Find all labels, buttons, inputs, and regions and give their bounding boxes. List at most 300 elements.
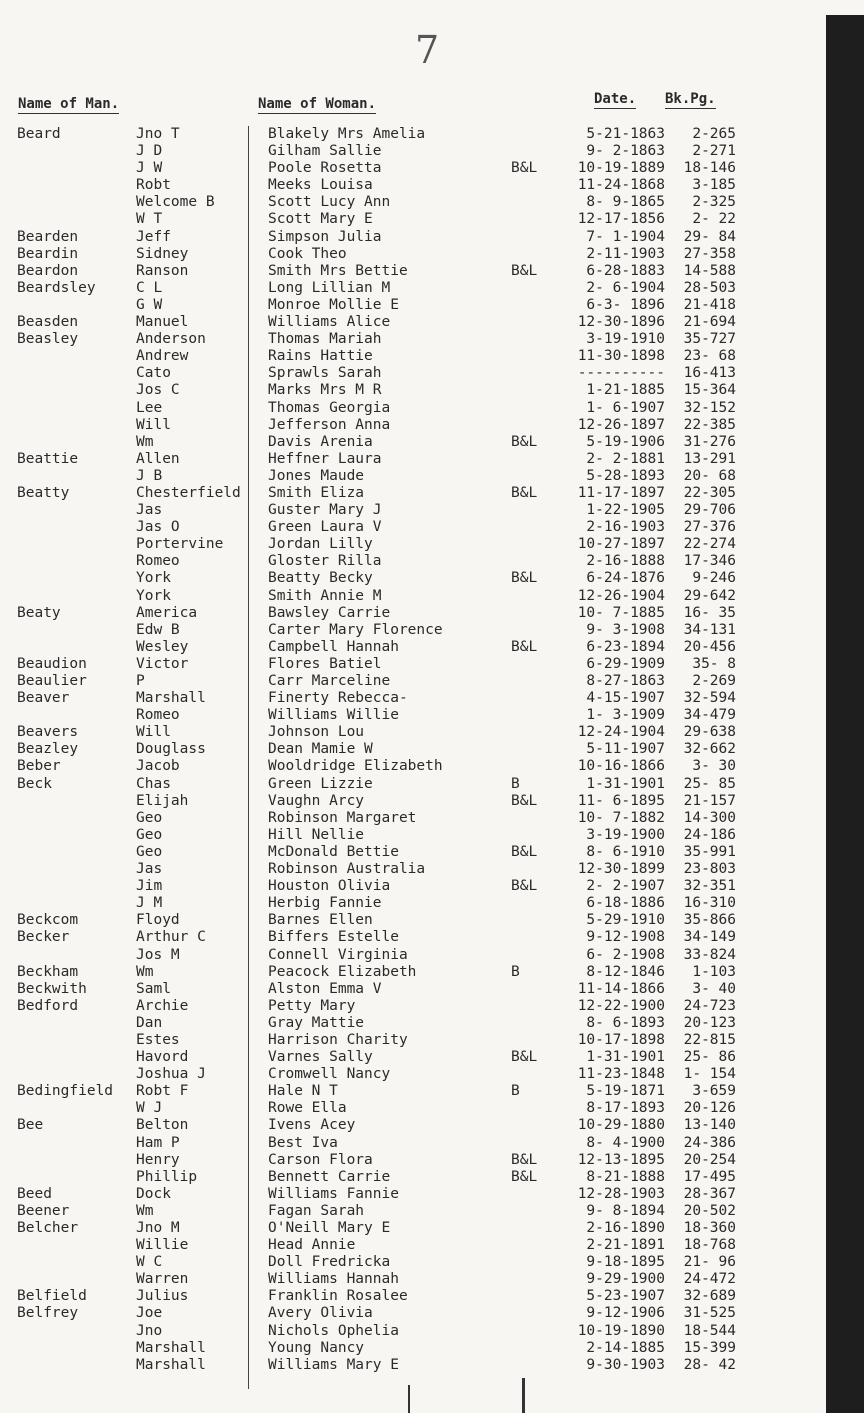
book-page: 2-265 bbox=[692, 126, 736, 142]
marriage-date: 1-31-1901 bbox=[586, 775, 665, 792]
woman-name: Gilham Sallie bbox=[268, 143, 382, 160]
woman-name: Smith Mrs Bettie bbox=[268, 262, 408, 279]
man-given-name: Robt bbox=[136, 177, 171, 194]
marriage-date: 6-3- 1896 bbox=[586, 296, 665, 313]
man-given-name: G W bbox=[136, 296, 163, 313]
man-surname: Belfrey bbox=[17, 1305, 79, 1322]
man-given-name: Wm bbox=[136, 963, 154, 980]
marriage-date: 11-30-1898 bbox=[577, 348, 665, 365]
record-row bbox=[0, 690, 826, 707]
man-surname: Beaudion bbox=[17, 655, 87, 672]
woman-name: Biffers Estelle bbox=[268, 929, 399, 946]
man-given-name: Jas bbox=[136, 861, 163, 878]
record-note: B bbox=[511, 963, 520, 980]
record-row bbox=[0, 417, 826, 434]
man-surname: Beasden bbox=[17, 314, 79, 331]
book-page: 25- 85 bbox=[683, 775, 736, 792]
woman-name: Petty Mary bbox=[268, 997, 356, 1014]
marriage-date: 12-26-1904 bbox=[577, 587, 665, 604]
man-given-name: Jas O bbox=[136, 519, 180, 536]
man-surname: Beckcom bbox=[17, 912, 79, 929]
marriage-date: 12-22-1900 bbox=[577, 997, 665, 1014]
book-page: 14-300 bbox=[683, 809, 736, 826]
marriage-date: 1-21-1885 bbox=[586, 382, 665, 399]
record-row bbox=[0, 451, 826, 468]
man-given-name: Henry bbox=[136, 1151, 180, 1168]
man-given-name: J W bbox=[136, 160, 163, 177]
man-given-name: W J bbox=[136, 1100, 163, 1117]
book-page: 35-727 bbox=[683, 331, 736, 348]
record-row bbox=[0, 553, 826, 570]
record-row bbox=[0, 1357, 826, 1374]
book-page: 20- 68 bbox=[683, 467, 736, 484]
marriage-date: 1- 6-1907 bbox=[586, 399, 665, 416]
woman-name: Beatty Becky bbox=[268, 570, 373, 587]
woman-name: Williams Fannie bbox=[268, 1185, 399, 1202]
record-row bbox=[0, 1117, 826, 1134]
marriage-date: 2-11-1903 bbox=[586, 245, 665, 262]
woman-name: Carter Mary Florence bbox=[268, 621, 443, 638]
woman-name: Johnson Lou bbox=[268, 724, 365, 741]
man-given-name: J M bbox=[136, 895, 163, 912]
woman-name: Cook Theo bbox=[268, 245, 347, 262]
book-page: 32-689 bbox=[683, 1288, 736, 1305]
woman-name: Bawsley Carrie bbox=[268, 604, 391, 621]
record-row bbox=[0, 1340, 826, 1357]
marriage-date: 6-24-1876 bbox=[586, 570, 665, 587]
record-row bbox=[0, 468, 826, 485]
man-given-name: Chas bbox=[136, 775, 171, 792]
man-given-name: W T bbox=[136, 211, 163, 228]
book-page: 35-866 bbox=[683, 912, 736, 929]
book-page: 21-694 bbox=[683, 314, 736, 331]
record-note: B&L bbox=[511, 160, 538, 177]
woman-name: Hale N T bbox=[268, 1083, 338, 1100]
record-row bbox=[0, 177, 826, 194]
marriage-date: 5-21-1863 bbox=[586, 126, 665, 142]
woman-name: Smith Eliza bbox=[268, 484, 365, 501]
book-page: 1- 154 bbox=[683, 1066, 736, 1083]
book-page: 2-269 bbox=[692, 673, 736, 689]
book-page: 29-642 bbox=[683, 587, 736, 604]
woman-name: Jones Maude bbox=[268, 467, 365, 484]
man-given-name: Geo bbox=[136, 809, 163, 826]
marriage-date: 10-29-1880 bbox=[577, 1117, 665, 1134]
record-row bbox=[0, 1305, 826, 1322]
record-row bbox=[0, 912, 826, 929]
record-row bbox=[0, 776, 826, 793]
record-row bbox=[0, 1100, 826, 1117]
woman-name: Simpson Julia bbox=[268, 228, 382, 245]
book-page: 32-662 bbox=[683, 741, 736, 758]
man-given-name: Willie bbox=[136, 1237, 189, 1254]
woman-name: Herbig Fannie bbox=[268, 895, 382, 912]
man-surname: Beazley bbox=[17, 741, 79, 758]
record-note: B&L bbox=[511, 1151, 538, 1168]
woman-name: Varnes Sally bbox=[268, 1049, 373, 1066]
marriage-date: 11-14-1866 bbox=[577, 980, 665, 997]
marriage-date: 2-16-1890 bbox=[586, 1220, 665, 1236]
book-page: 18-768 bbox=[683, 1237, 736, 1254]
marriage-date: 2- 2-1907 bbox=[586, 878, 665, 895]
man-surname: Belcher bbox=[17, 1220, 79, 1236]
man-given-name: Joshua J bbox=[136, 1066, 206, 1083]
man-surname: Beed bbox=[17, 1185, 52, 1202]
man-given-name: Douglass bbox=[136, 741, 206, 758]
woman-name: Franklin Rosalee bbox=[268, 1288, 408, 1305]
book-page: 28- 42 bbox=[683, 1356, 736, 1373]
book-page: 13-291 bbox=[683, 450, 736, 467]
book-page: 17-346 bbox=[683, 553, 736, 570]
marriage-date: 5-29-1910 bbox=[586, 912, 665, 929]
record-row bbox=[0, 724, 826, 741]
man-surname: Bedingfield bbox=[17, 1083, 114, 1100]
man-given-name: Portervine bbox=[136, 536, 224, 553]
record-row bbox=[0, 211, 826, 228]
book-page: 32-351 bbox=[683, 878, 736, 895]
marriage-date: 1-31-1901 bbox=[586, 1049, 665, 1066]
book-page: 2-325 bbox=[692, 194, 736, 211]
marriage-date: 4-15-1907 bbox=[586, 690, 665, 707]
woman-name: Williams Willie bbox=[268, 707, 399, 724]
record-row bbox=[0, 194, 826, 211]
record-row bbox=[0, 502, 826, 519]
woman-name: Jefferson Anna bbox=[268, 416, 391, 433]
man-given-name: Robt F bbox=[136, 1083, 189, 1100]
book-page: 34-479 bbox=[683, 707, 736, 724]
man-given-name: Arthur C bbox=[136, 929, 206, 946]
marriage-date: 1- 3-1909 bbox=[586, 707, 665, 724]
marriage-date: 2-16-1903 bbox=[586, 519, 665, 536]
marriage-date: 6-29-1909 bbox=[586, 655, 665, 672]
man-given-name: Saml bbox=[136, 980, 171, 997]
record-row bbox=[0, 536, 826, 553]
marriage-date: 11-24-1868 bbox=[577, 177, 665, 194]
page-number: 7 bbox=[415, 28, 440, 72]
woman-name: Head Annie bbox=[268, 1237, 356, 1254]
book-page: 32-152 bbox=[683, 399, 736, 416]
woman-name: Williams Alice bbox=[268, 314, 391, 331]
book-page: 20-126 bbox=[683, 1100, 736, 1117]
book-page: 3-659 bbox=[692, 1083, 736, 1100]
marriage-date: 2-14-1885 bbox=[586, 1339, 665, 1356]
man-given-name: Jos M bbox=[136, 946, 180, 963]
man-surname: Beckham bbox=[17, 963, 79, 980]
man-surname: Beck bbox=[17, 775, 52, 792]
man-given-name: Belton bbox=[136, 1117, 189, 1134]
marriage-date: 9-29-1900 bbox=[586, 1271, 665, 1288]
book-page: 31-525 bbox=[683, 1305, 736, 1322]
marriage-date: 9-12-1906 bbox=[586, 1305, 665, 1322]
woman-name: Hill Nellie bbox=[268, 826, 365, 843]
woman-name: Robinson Margaret bbox=[268, 809, 417, 826]
man-surname: Beavers bbox=[17, 724, 79, 741]
record-row bbox=[0, 673, 826, 690]
book-page: 17-495 bbox=[683, 1168, 736, 1185]
man-given-name: Romeo bbox=[136, 553, 180, 570]
marriage-date: 8- 4-1900 bbox=[586, 1134, 665, 1151]
record-row bbox=[0, 570, 826, 587]
marriage-date: 8-12-1846 bbox=[586, 963, 665, 980]
woman-name: Sprawls Sarah bbox=[268, 365, 382, 382]
woman-name: Jordan Lilly bbox=[268, 536, 373, 553]
book-page: 3- 30 bbox=[692, 758, 736, 775]
man-surname: Beaulier bbox=[17, 673, 87, 689]
book-page: 29- 84 bbox=[683, 228, 736, 245]
record-row bbox=[0, 314, 826, 331]
record-row bbox=[0, 622, 826, 639]
man-surname: Beatty bbox=[17, 484, 70, 501]
woman-name: Vaughn Arcy bbox=[268, 792, 365, 809]
record-row bbox=[0, 1169, 826, 1186]
woman-name: Thomas Mariah bbox=[268, 331, 382, 348]
man-given-name: Marshall bbox=[136, 690, 206, 707]
woman-name: Heffner Laura bbox=[268, 450, 382, 467]
book-page: 22-305 bbox=[683, 484, 736, 501]
record-note: B&L bbox=[511, 433, 538, 450]
book-page: 21-157 bbox=[683, 792, 736, 809]
book-page: 15-364 bbox=[683, 382, 736, 399]
record-note: B&L bbox=[511, 570, 538, 587]
man-surname: Beattie bbox=[17, 450, 79, 467]
record-row bbox=[0, 246, 826, 263]
record-row bbox=[0, 1049, 826, 1066]
marriage-date: 9-12-1908 bbox=[586, 929, 665, 946]
man-surname: Belfield bbox=[17, 1288, 87, 1305]
record-row bbox=[0, 588, 826, 605]
record-note: B&L bbox=[511, 484, 538, 501]
man-given-name: Jno bbox=[136, 1322, 163, 1339]
book-page: 22-274 bbox=[683, 536, 736, 553]
marriage-date: 10-19-1889 bbox=[577, 160, 665, 177]
man-given-name: Floyd bbox=[136, 912, 180, 929]
man-given-name: America bbox=[136, 604, 198, 621]
book-page: 35-991 bbox=[683, 843, 736, 860]
man-given-name: Andrew bbox=[136, 348, 189, 365]
record-note: B&L bbox=[511, 1168, 538, 1185]
man-given-name: Edw B bbox=[136, 621, 180, 638]
record-row bbox=[0, 1254, 826, 1271]
woman-name: Peacock Elizabeth bbox=[268, 963, 417, 980]
woman-name: Carson Flora bbox=[268, 1151, 373, 1168]
woman-name: Alston Emma V bbox=[268, 980, 382, 997]
record-row bbox=[0, 758, 826, 775]
woman-name: Finerty Rebecca- bbox=[268, 690, 408, 707]
book-page: 15-399 bbox=[683, 1339, 736, 1356]
woman-name: Barnes Ellen bbox=[268, 912, 373, 929]
man-given-name: Ranson bbox=[136, 262, 189, 279]
woman-name: Cromwell Nancy bbox=[268, 1066, 391, 1083]
woman-name: Green Laura V bbox=[268, 519, 382, 536]
record-row bbox=[0, 844, 826, 861]
book-page: 16- 35 bbox=[683, 604, 736, 621]
book-page: 24-472 bbox=[683, 1271, 736, 1288]
book-page: 23-803 bbox=[683, 861, 736, 878]
woman-name: Nichols Ophelia bbox=[268, 1322, 399, 1339]
book-page: 2- 22 bbox=[692, 211, 736, 228]
woman-name: Wooldridge Elizabeth bbox=[268, 758, 443, 775]
man-given-name: Lee bbox=[136, 399, 163, 416]
marriage-date: 9- 3-1908 bbox=[586, 621, 665, 638]
marriage-date: 2-16-1888 bbox=[586, 553, 665, 570]
marriage-date: 12-24-1904 bbox=[577, 724, 665, 741]
record-row bbox=[0, 434, 826, 451]
man-surname: Beardsley bbox=[17, 279, 96, 296]
woman-name: Connell Virginia bbox=[268, 946, 408, 963]
man-given-name: York bbox=[136, 587, 171, 604]
woman-name: Smith Annie M bbox=[268, 587, 382, 604]
record-row bbox=[0, 639, 826, 656]
man-given-name: Wesley bbox=[136, 638, 189, 655]
man-given-name: Phillip bbox=[136, 1168, 198, 1185]
record-row bbox=[0, 605, 826, 622]
man-given-name: W C bbox=[136, 1254, 163, 1271]
woman-name: Davis Arenia bbox=[268, 433, 373, 450]
man-given-name: Dan bbox=[136, 1014, 163, 1031]
record-note: B&L bbox=[511, 792, 538, 809]
record-row bbox=[0, 1237, 826, 1254]
marriage-date: 8- 9-1865 bbox=[586, 194, 665, 211]
book-page: 23- 68 bbox=[683, 348, 736, 365]
record-row bbox=[0, 827, 826, 844]
book-page: 20-502 bbox=[683, 1202, 736, 1219]
man-given-name: Marshall bbox=[136, 1356, 206, 1373]
marriage-date: 6-18-1886 bbox=[586, 895, 665, 912]
record-row bbox=[0, 400, 826, 417]
record-row bbox=[0, 793, 826, 810]
man-given-name: C L bbox=[136, 279, 163, 296]
man-given-name: Julius bbox=[136, 1288, 189, 1305]
book-page: 2-271 bbox=[692, 143, 736, 160]
record-note: B&L bbox=[511, 1049, 538, 1066]
record-row bbox=[0, 1323, 826, 1340]
record-row bbox=[0, 1032, 826, 1049]
book-page: 31-276 bbox=[683, 433, 736, 450]
man-given-name: Havord bbox=[136, 1049, 189, 1066]
marriage-date: 12-28-1903 bbox=[577, 1185, 665, 1202]
marriage-date: 9-30-1903 bbox=[586, 1356, 665, 1373]
man-given-name: Marshall bbox=[136, 1339, 206, 1356]
marriage-date: 7- 1-1904 bbox=[586, 228, 665, 245]
woman-name: Rowe Ella bbox=[268, 1100, 347, 1117]
marriage-date: 1-22-1905 bbox=[586, 502, 665, 519]
woman-name: Scott Lucy Ann bbox=[268, 194, 391, 211]
book-page: 28-503 bbox=[683, 279, 736, 296]
man-surname: Beber bbox=[17, 758, 61, 775]
marriage-date: 10-16-1866 bbox=[577, 758, 665, 775]
man-surname: Beckwith bbox=[17, 980, 87, 997]
woman-name: Houston Olivia bbox=[268, 878, 391, 895]
marriage-date: ---------- bbox=[577, 365, 665, 382]
man-surname: Becker bbox=[17, 929, 70, 946]
marriage-date: 5-19-1906 bbox=[586, 433, 665, 450]
book-page: 18-544 bbox=[683, 1322, 736, 1339]
marriage-date: 9- 8-1894 bbox=[586, 1202, 665, 1219]
book-page: 16-310 bbox=[683, 895, 736, 912]
woman-name: Williams Mary E bbox=[268, 1356, 399, 1373]
woman-name: Monroe Mollie E bbox=[268, 296, 399, 313]
marriage-date: 9- 2-1863 bbox=[586, 143, 665, 160]
man-given-name: York bbox=[136, 570, 171, 587]
record-row bbox=[0, 143, 826, 160]
woman-name: Guster Mary J bbox=[268, 502, 382, 519]
record-row bbox=[0, 382, 826, 399]
book-page: 18-360 bbox=[683, 1220, 736, 1236]
woman-name: Williams Hannah bbox=[268, 1271, 399, 1288]
record-row bbox=[0, 126, 826, 143]
record-row bbox=[0, 348, 826, 365]
book-page: 34-149 bbox=[683, 929, 736, 946]
woman-name: Doll Fredricka bbox=[268, 1254, 391, 1271]
record-note: B bbox=[511, 1083, 520, 1100]
man-surname: Bee bbox=[17, 1117, 44, 1134]
marriage-date: 10- 7-1882 bbox=[577, 809, 665, 826]
woman-name: Thomas Georgia bbox=[268, 399, 391, 416]
man-given-name: Jno M bbox=[136, 1220, 180, 1236]
woman-name: Rains Hattie bbox=[268, 348, 373, 365]
record-row bbox=[0, 929, 826, 946]
record-row bbox=[0, 810, 826, 827]
marriage-date: 9-18-1895 bbox=[586, 1254, 665, 1271]
margin-mark bbox=[408, 1385, 410, 1413]
man-surname: Beaver bbox=[17, 690, 70, 707]
record-row bbox=[0, 861, 826, 878]
man-surname: Beardin bbox=[17, 245, 79, 262]
man-given-name: Jno T bbox=[136, 126, 180, 142]
marriage-date: 6- 2-1908 bbox=[586, 946, 665, 963]
book-page: 33-824 bbox=[683, 946, 736, 963]
woman-name: Flores Batiel bbox=[268, 655, 382, 672]
book-page: 24-386 bbox=[683, 1134, 736, 1151]
book-page: 24-186 bbox=[683, 826, 736, 843]
book-page: 1-103 bbox=[692, 963, 736, 980]
woman-name: Long Lillian M bbox=[268, 279, 391, 296]
man-surname: Beasley bbox=[17, 331, 79, 348]
record-row bbox=[0, 297, 826, 314]
woman-name: Ivens Acey bbox=[268, 1117, 356, 1134]
marriage-date: 8- 6-1910 bbox=[586, 843, 665, 860]
marriage-date: 10-19-1890 bbox=[577, 1322, 665, 1339]
man-given-name: Dock bbox=[136, 1185, 171, 1202]
woman-name: Marks Mrs M R bbox=[268, 382, 382, 399]
man-given-name: Romeo bbox=[136, 707, 180, 724]
record-row bbox=[0, 656, 826, 673]
woman-name: Best Iva bbox=[268, 1134, 338, 1151]
man-surname: Beardon bbox=[17, 262, 79, 279]
header-name-of-man: Name of Man. bbox=[18, 96, 120, 112]
book-page: 27-376 bbox=[683, 519, 736, 536]
man-given-name: Will bbox=[136, 724, 171, 741]
man-given-name: Sidney bbox=[136, 245, 189, 262]
man-given-name: Geo bbox=[136, 843, 163, 860]
marriage-date: 12-30-1896 bbox=[577, 314, 665, 331]
scan-border bbox=[826, 15, 864, 1413]
header-date: Date. bbox=[594, 91, 637, 107]
man-given-name: Archie bbox=[136, 997, 189, 1014]
woman-name: Meeks Louisa bbox=[268, 177, 373, 194]
marriage-date: 6-28-1883 bbox=[586, 262, 665, 279]
woman-name: Carr Marceline bbox=[268, 673, 391, 689]
marriage-date: 12-30-1899 bbox=[577, 861, 665, 878]
marriage-date: 12-13-1895 bbox=[577, 1151, 665, 1168]
book-page: 32-594 bbox=[683, 690, 736, 707]
woman-name: Blakely Mrs Amelia bbox=[268, 126, 426, 142]
record-row bbox=[0, 964, 826, 981]
book-page: 21- 96 bbox=[683, 1254, 736, 1271]
woman-name: Dean Mamie W bbox=[268, 741, 373, 758]
record-row bbox=[0, 741, 826, 758]
woman-name: Avery Olivia bbox=[268, 1305, 373, 1322]
